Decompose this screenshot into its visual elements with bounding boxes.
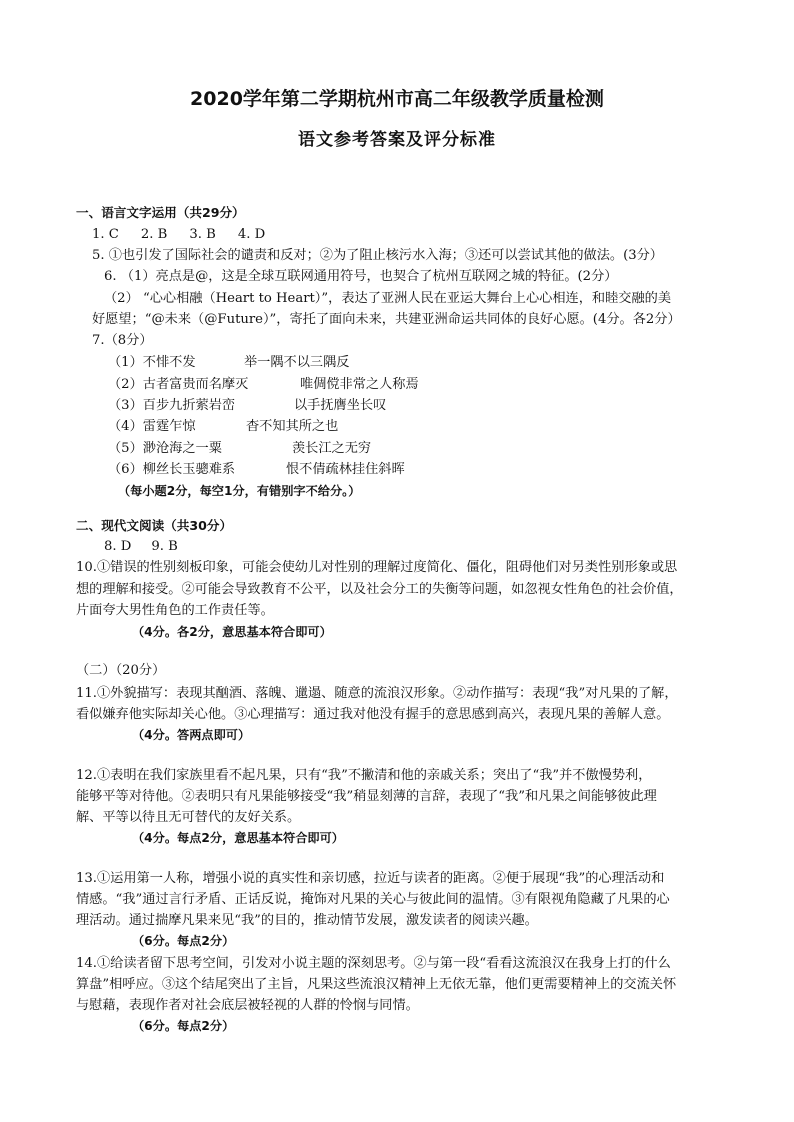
q7-item: （6）柳丝长玉骢难系 恨不倩疏林挂住斜晖 (108, 462, 405, 477)
section-2-heading: 二、现代文阅读（共30分） (76, 518, 233, 533)
answer-q14-line: 与慰藉，表现作者对社会底层被轻视的人群的怜悯与同情。 (76, 998, 419, 1013)
q14-scoring-note: （6分。每点2分） (132, 1019, 235, 1033)
answer-q12-line: 解、平等以待且无可替代的友好关系。 (76, 810, 301, 825)
answer-q6-part2-line2: 好愿望；“@未来（@Future）”，寄托了面向未来，共建亚洲命运共同体的良好心愿。(4分。各2分） (92, 312, 681, 327)
q11-scoring-note: （4分。答两点即可） (132, 728, 251, 742)
answer-row-1-4 (92, 224, 265, 245)
q7-item: （1）不悱不发 举一隅不以三隅反 (108, 355, 350, 370)
answer-q11-line: 看似嫌弃他实际却关心他。③心理描写：通过我对他没有握手的意思感到高兴，表现凡果的善解人意。 (76, 707, 670, 722)
part-2-heading: （二）（20分） (76, 663, 166, 678)
answer-q2: 2. B (140, 227, 168, 242)
q7-item: （3）百步九折萦岩峦 以手抚膺坐长叹 (108, 398, 387, 413)
answer-q5: 5. ①也引发了国际社会的谴责和反对；②为了阻止核污水入海；③还可以尝试其他的做法。(3分） (92, 248, 663, 263)
q7-scoring-note: （每小题2分，每空1分，有错别字不给分。） (118, 484, 361, 498)
answer-q3: 3. B (189, 227, 216, 242)
answer-q8: 8. D (104, 539, 132, 554)
answer-q4: 4. D (237, 227, 266, 242)
answer-q9: 9. B (151, 539, 178, 554)
answer-q11-line: 11.①外貌描写：表现其酗酒、落魄、邋遢、随意的流浪汉形象。②动作描写：表现“我”对凡果的了解， (76, 686, 678, 701)
answer-q10-line: 10.①错误的性别刻板印象，可能会使幼儿对性别的理解过度简化、僵化，阻碍他们对另类性别形象或思 (76, 560, 678, 575)
answer-q13-line: 情感。“我”通过言行矛盾、正话反说，掩饰对凡果的关心与彼此间的温情。③有限视角隐藏了凡果的心 (76, 892, 670, 907)
answer-q10-line: 片面夸大男性角色的工作责任等。 (76, 603, 274, 618)
section-1-heading: 一、语言文字运用（共29分） (76, 205, 245, 220)
answer-q13-line: 13.①运用第一人称，增强小说的真实性和亲切感，拉近与读者的距离。②便于展现“我”的心理活动和 (76, 871, 665, 886)
answer-q6-part1: 6. （1）亮点是@，这是全球互联网通用符号，也契合了杭州互联网之城的特征。(2分） (104, 269, 618, 284)
answer-q12-line: 12.①表明在我们家族里看不起凡果，只有“我”不撇清和他的亲戚关系；突出了“我”并不傲慢势利， (76, 768, 652, 783)
answer-q14-line: 14.①给读者留下思考空间，引发对小说主题的深刻思考。②与第一段“看看这流浪汉在我身上打的什么 (76, 956, 671, 971)
answer-q1: 1. C (92, 227, 119, 242)
answer-row-8-9 (104, 536, 178, 557)
answer-q10-line: 想的理解和接受。②可能会导致教育不公平，以及社会分工的失衡等问题，如忽视女性角色的社会价值， (76, 582, 683, 597)
q10-scoring-note: （4分。各2分，意思基本符合即可） (132, 625, 332, 639)
page-title: 2020学年第二学期杭州市高二年级教学质量检测 (190, 88, 604, 110)
q7-item: （4）雷霆乍惊 杳不知其所之也 (108, 419, 339, 434)
q7-item: （2）古者富贵而名摩灭 唯倜傥非常之人称焉 (108, 377, 419, 392)
answer-q14-line: 算盘”相呼应。③这个结尾突出了主旨，凡果这些流浪汉精神上无依无靠，他们更需要精神上的交流关怀 (76, 977, 677, 992)
q7-item: （5）渺沧海之一粟 羡长江之无穷 (108, 441, 372, 456)
q13-scoring-note: （6分。每点2分） (132, 934, 235, 948)
answer-q6-part2-line1: （2） “心心相融（Heart to Heart）”，表达了亚洲人民在亚运大舞台上心心相连，和睦交融的美 (104, 291, 672, 306)
q12-scoring-note: （4分。每点2分，意思基本符合即可） (132, 831, 344, 845)
page-subtitle: 语文参考答案及评分标准 (298, 130, 496, 150)
answer-q13-line: 理活动。通过揣摩凡果来见“我”的目的，推动情节发展，激发读者的阅读兴趣。 (76, 913, 538, 928)
answer-q7-heading: 7.（8分） (92, 333, 153, 348)
answer-q12-line: 能够平等对待他。②表明只有凡果能够接受“我”稍显刻薄的言辞，表现了“我”和凡果之间能够彼此理 (76, 789, 657, 804)
